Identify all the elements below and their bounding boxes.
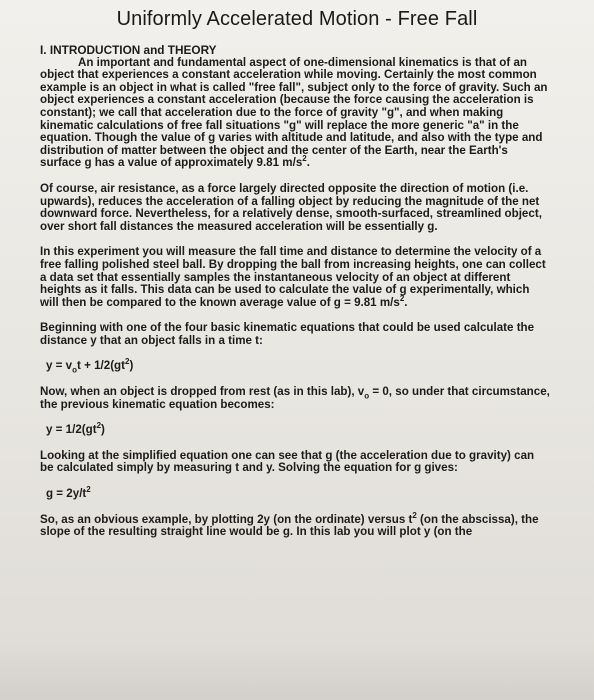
section-heading: I. INTRODUCTION and THEORY <box>40 43 217 57</box>
eq1-part: t + 1/2(gt <box>77 359 125 373</box>
superscript: 2 <box>302 154 307 164</box>
page-shadow <box>0 640 594 700</box>
eq1-part: y = v <box>46 359 73 373</box>
paragraph-plot <box>40 510 550 539</box>
paragraph-experiment <box>40 246 550 309</box>
superscript: 2 <box>125 357 130 367</box>
paragraph-intro <box>40 57 550 170</box>
eq3-part: g = 2y/t <box>46 487 87 501</box>
superscript: 2 <box>412 510 417 520</box>
paragraph-rest <box>40 386 550 411</box>
paragraph-experiment-text: In this experiment you will measure the fall time and distance to determine the velocity of a free falling polished steel ball. By dropping the ball from increasing heights, one can collect a data set that essentially samples the instantaneous velocity of an object at different heights as it falls. This data can be used to calculate the value of g experimentally, which will then be compared to the known average value of g = 9.81 m/s <box>40 245 546 309</box>
page-title: Uniformly Accelerated Motion - Free Fall <box>116 8 478 30</box>
superscript: 2 <box>86 485 91 495</box>
document-body <box>40 44 550 539</box>
eq1-part: ) <box>129 359 134 373</box>
equation-3 <box>40 485 550 501</box>
superscript: 2 <box>399 293 405 303</box>
eq2-part: y = 1/2(gt <box>46 423 97 437</box>
eq2-part: ) <box>101 423 105 437</box>
period: . <box>404 295 408 309</box>
subscript: o <box>364 391 370 401</box>
paragraph-simplified: Looking at the simplified equation one can see that g (the acceleration due to gravity) can be calculated simply by measuring t and y. Solving the equation for g gives: <box>40 448 535 475</box>
paragraph-air-resistance: Of course, air resistance, as a force largely directed opposite the direction of motion (i.e. upwards), reduces the acceleration of a falling object by reducing the magnitude of the net downward force. Nevertheless, for a relatively dense, smooth-surfaced, streamlined object, over short fall distances the measured acceleration will be essentially g. <box>40 181 542 233</box>
subscript: o <box>72 365 77 375</box>
equation-2 <box>40 421 550 437</box>
paragraph-plot-text: (on the abscissa), the slope of the resulting straight line would be g. In this lab you will plot y (on the <box>40 512 539 539</box>
paragraph-intro-text: An important and fundamental aspect of one-dimensional kinematics is that of an object that experiences a constant acceleration while moving. Certainly the most common example is an object in what is called "free fall", subject only to the force of gravity. Such an object experiences a constant acceleration (because the force causing the acceleration is constant); we call that acceleration due to the force of gravity "g", and when making kinematic calculations of free fall situations "g" will replace the more generic "a" in the equation. Though the value of g varies with altitude and latitude, and also with the type and distribution of matter between the object and the center of the Earth, near the Earth's surface g has a value of approximately 9.81 m/s <box>40 55 548 170</box>
period: . <box>306 156 310 170</box>
superscript: 2 <box>96 421 102 431</box>
paragraph-rest-text: = 0, so under that circumstance, the previous kinematic equation becomes: <box>40 385 550 411</box>
equation-1 <box>40 357 550 375</box>
paragraph-kinematic: Beginning with one of the four basic kinematic equations that could be used calculate the distance y that an object falls in a time t: <box>40 321 535 347</box>
paragraph-plot-text: So, as an obvious example, by plotting 2y (on the ordinate) versus t <box>40 512 413 526</box>
paragraph-rest-text: Now, when an object is dropped from rest (as in this lab), v <box>40 385 365 399</box>
